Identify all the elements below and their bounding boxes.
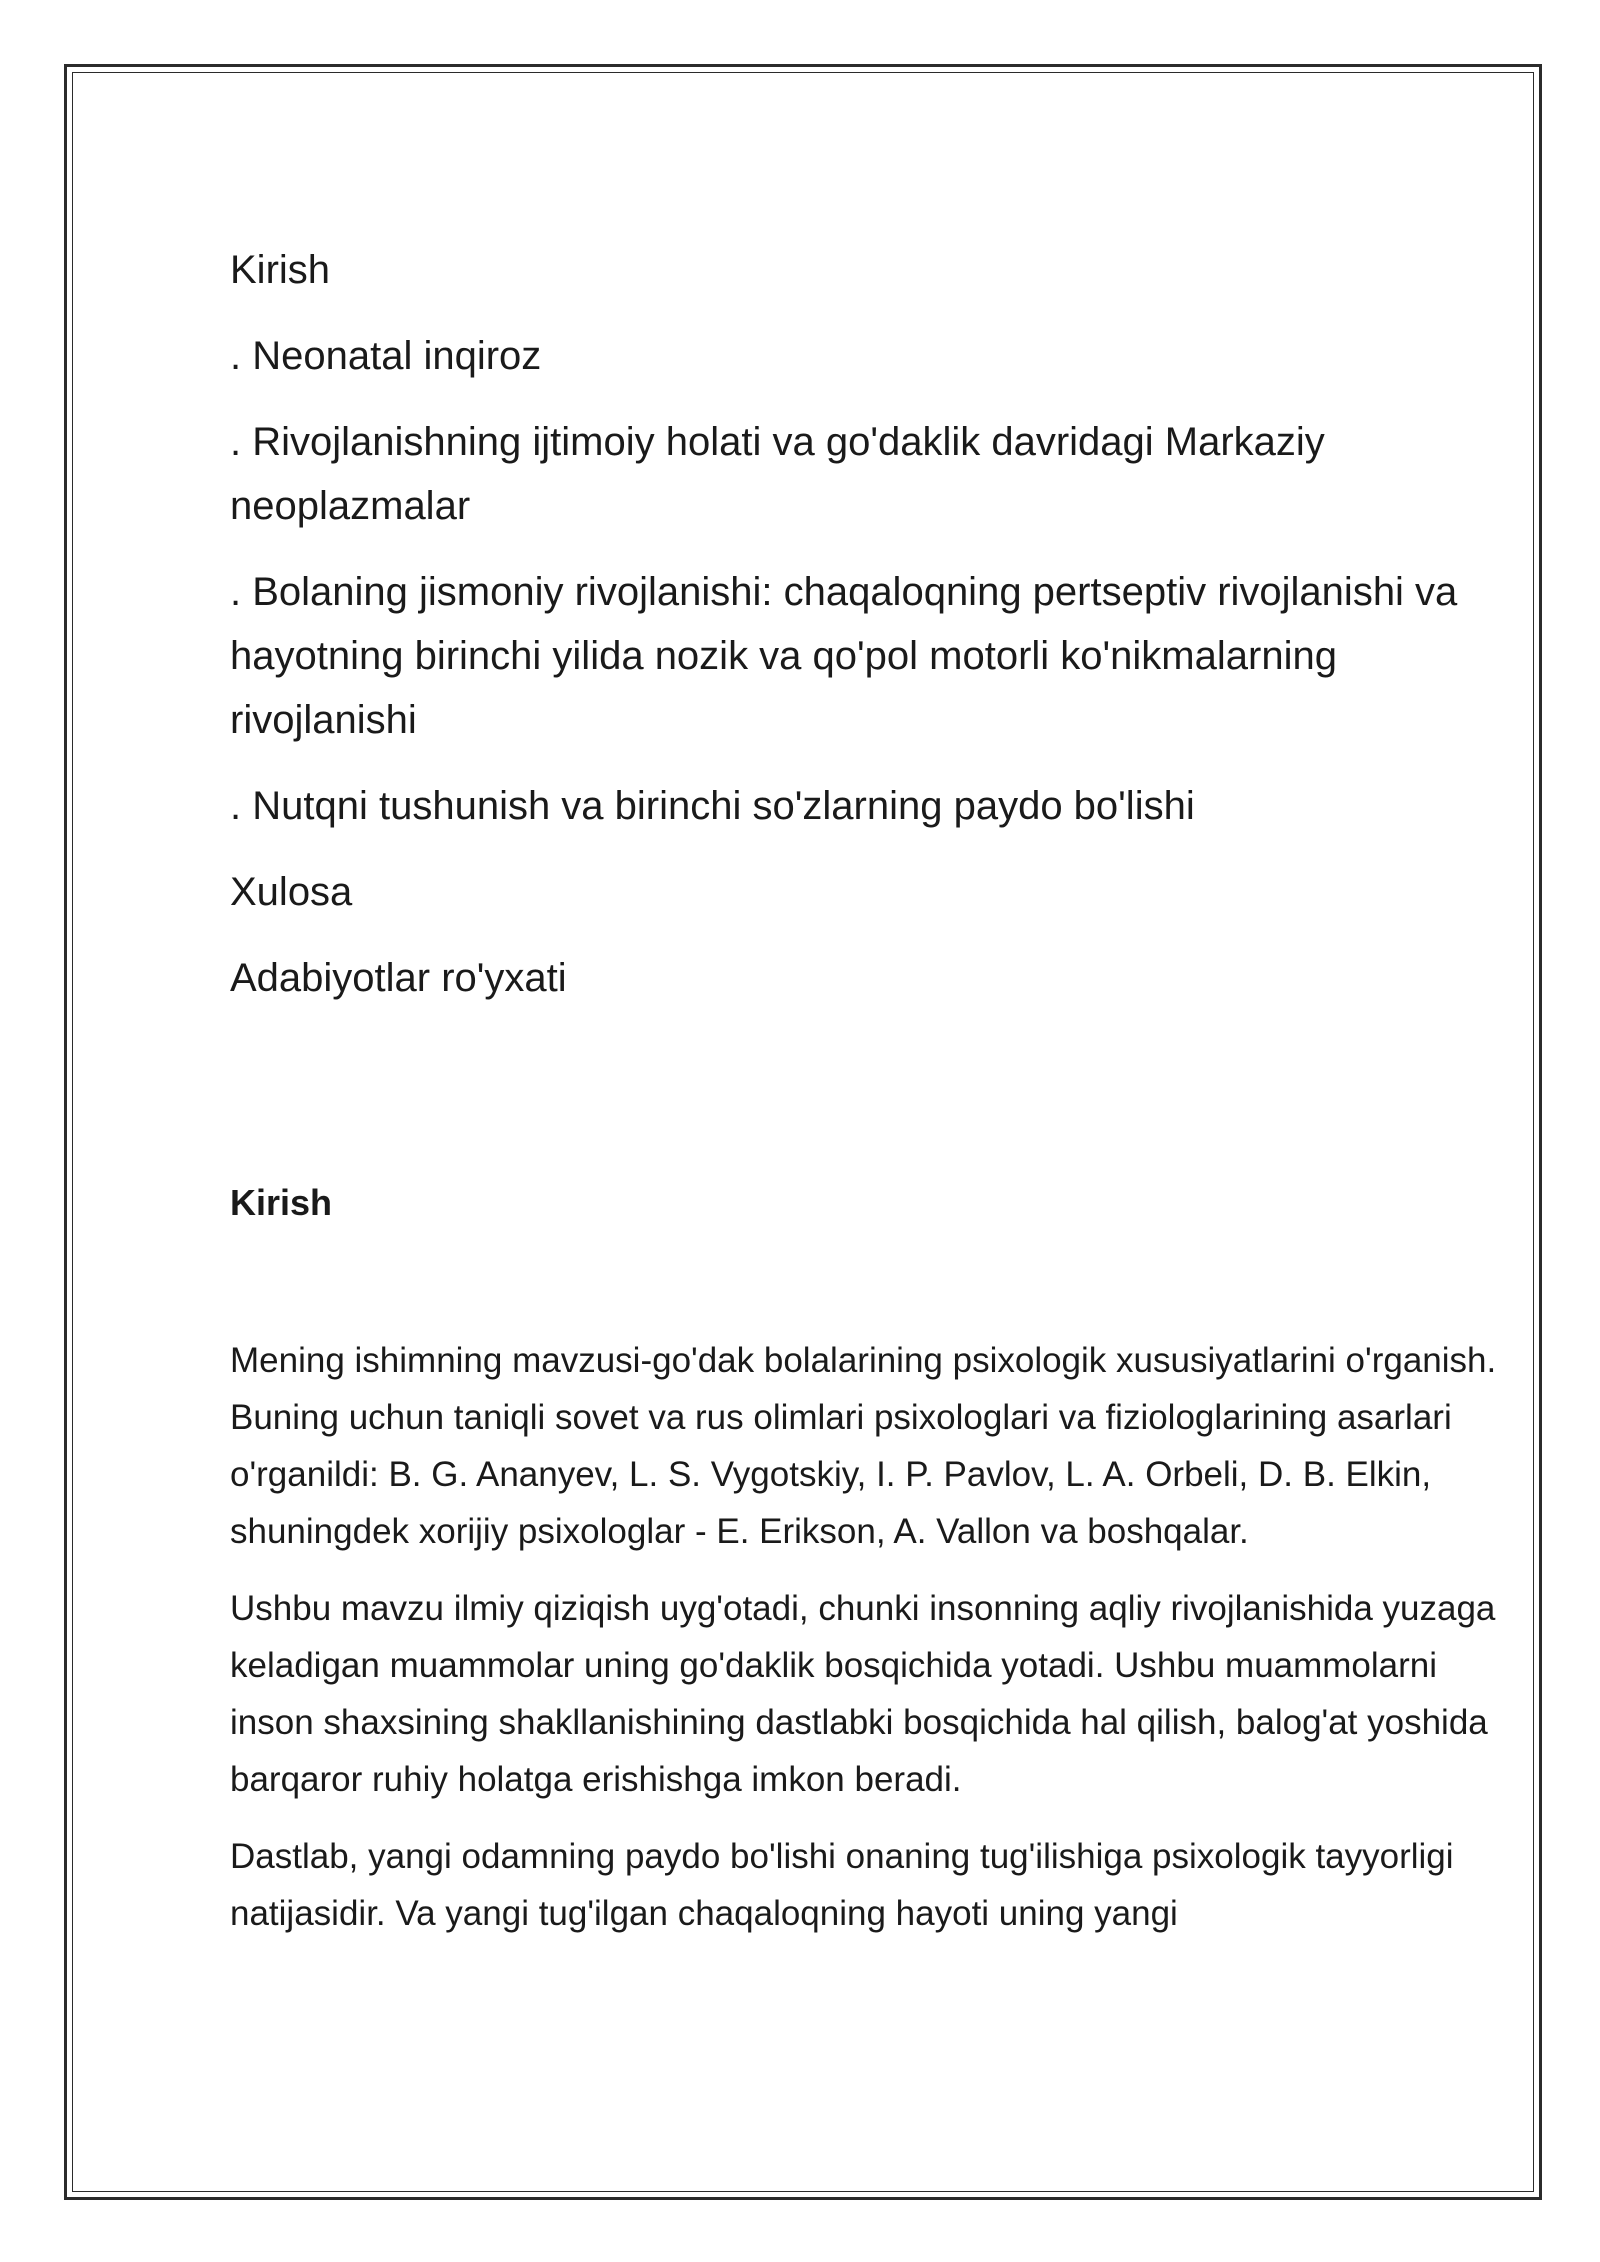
paragraph: Dastlab, yangi odamning paydo bo'lishi onaning tug'ilishiga psixologik tayyorligi natijasidir. Va yangi tug'ilgan chaqaloqning hayoti uning yangi (230, 1837, 1454, 1933)
toc-item-references: Adabiyotlar ro'yxati (230, 956, 567, 1000)
toc-item-conclusion: Xulosa (230, 870, 353, 914)
paragraph: Mening ishimning mavzusi-go'dak bolalarining psixologik xususiyatlarini o'rganish. Buning uchun taniqli sovet va rus olimlari psixologlari va fiziologlarining asarlari o'rganildi: B. G. Ananyev, L. S. Vygotskiy, I. P. Pavlov, L. A. Orbeli, D. B. Elkin, shuningdek xorijiy psixologlar - E. Erikson, A. Vallon va boshqalar. (230, 1341, 1497, 1551)
section-heading: Kirish (230, 1182, 333, 1223)
toc-item-neonatal-crisis: . Neonatal inqiroz (230, 334, 542, 378)
toc-item-physical-development: . Bolaning jismoniy rivojlanishi: chaqaloqning pertseptiv rivojlanishi va hayotning birinchi yilida nozik va qo'pol motorli ko'nikmalarning rivojlanishi (230, 570, 1458, 742)
paragraph: Ushbu mavzu ilmiy qiziqish uyg'otadi, chunki insonning aqliy rivojlanishida yuzaga keladigan muammolar uning go'daklik bosqichida yotadi. Ushbu muammolarni inson shaxsining shakllanishining dastlabki bosqichida hal qilish, balog'at yoshida barqaror ruhiy holatga erishishga imkon beradi. (230, 1589, 1496, 1799)
toc-item-speech: . Nutqni tushunish va birinchi so'zlarning paydo bo'lishi (230, 784, 1195, 828)
document-content (230, 238, 1500, 1962)
toc-item-introduction: Kirish (230, 248, 331, 292)
table-of-contents (230, 238, 1500, 1010)
toc-item-social-situation: . Rivojlanishning ijtimoiy holati va go'daklik davridagi Markaziy neoplazmalar (230, 420, 1325, 528)
